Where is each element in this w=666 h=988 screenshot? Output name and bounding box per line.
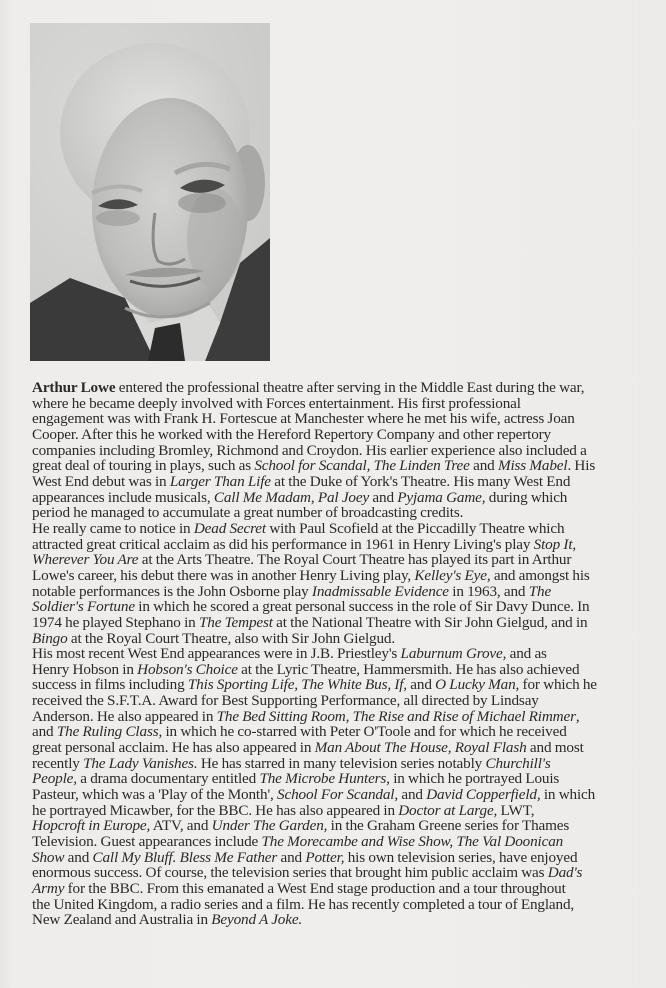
bio-text: recently (32, 754, 84, 772)
bio-line (32, 568, 644, 584)
bio-text: ATV, and (150, 817, 212, 835)
bio-line (32, 646, 644, 662)
bio-text: success in films including (32, 676, 188, 694)
bio-line (32, 724, 644, 740)
bio-text: Henry Hobson in (32, 660, 138, 678)
bio-text: LWT, (497, 801, 535, 819)
subject-name: Arthur Lowe (32, 379, 116, 396)
title-italic: Dead Secret (193, 519, 266, 537)
bio-text: for which he (519, 676, 597, 694)
bio-text: a drama documentary entitled (76, 770, 260, 788)
bio-line (32, 427, 644, 443)
title-italic: The Lady Vanishes. (83, 754, 198, 772)
bio-text: 1974 he played Stephano in (32, 613, 199, 631)
title-italic: The (528, 582, 552, 600)
title-italic: The Ruling Class, (56, 723, 163, 741)
bio-line (32, 443, 644, 459)
title-italic: Churchill's (485, 754, 551, 772)
bio-text: appearances include musicals, (32, 488, 214, 506)
title-italic: The Microbe Hunters, (259, 770, 390, 788)
bio-text: . His (567, 457, 596, 475)
bio-line (32, 897, 644, 913)
bio-text: and (398, 786, 427, 804)
bio-text: entered the professional theatre after serving in the Middle East during the war, (115, 379, 585, 396)
title-italic: Man About The House, Royal Flash (314, 739, 527, 757)
bio-line (32, 818, 644, 834)
bio-line (32, 490, 644, 506)
bio-text: during which (485, 488, 568, 506)
bio-line (32, 756, 644, 772)
title-italic: Show (32, 848, 65, 866)
title-italic: Call Me Madam (213, 488, 311, 506)
title-italic: Kelley's Eye, (414, 566, 491, 584)
bio-text: and (369, 488, 398, 506)
bio-line (32, 709, 644, 725)
bio-text: West End debut was in (32, 472, 170, 490)
bio-text: , (575, 707, 580, 725)
bio-text: and (277, 848, 306, 866)
bio-line (32, 615, 644, 631)
bio-line (32, 693, 644, 709)
bio-text: and as (506, 645, 547, 663)
bio-line (32, 771, 644, 787)
bio-text: Cooper. After this he worked with the Hereford Repertory Company and other repertory (32, 425, 552, 443)
bio-text: with Paul Scofield at the Piccadilly Theatre which (265, 519, 565, 537)
bio-text: Television. Guest appearances include (32, 833, 262, 851)
bio-text: at the Duke of York's Theatre. His many West End (270, 472, 571, 490)
bio-text: where he became deeply involved with Forces entertainment. His first professional (32, 394, 521, 412)
bio-line (32, 677, 644, 693)
bio-text: companies including Bromley, Richmond and Croydon. His earlier experience also included a (32, 441, 587, 459)
bio-line (32, 474, 644, 490)
title-italic: Wherever You Are (32, 551, 139, 569)
title-italic: Pyjama Game, (397, 488, 486, 506)
bio-line (32, 662, 644, 678)
title-italic: The Bed Sitting Room, The Rise and Rise of Michael Rimmer (216, 707, 576, 725)
bio-text: and (64, 848, 93, 866)
title-italic: Beyond A Joke. (211, 911, 303, 929)
bio-text: for the BBC. From this emanated a West End stage production and a tour throughout (64, 880, 566, 897)
title-italic: Hopcroft in Europe, (32, 817, 151, 835)
bio-text: great deal of touring in plays, such as (32, 457, 255, 475)
bio-text: in 1963, and (448, 582, 529, 600)
bio-text: at the Arts Theatre. The Royal Court Theatre has played its part in Arthur (138, 551, 572, 569)
bio-line (32, 912, 644, 928)
bio-line (32, 850, 644, 866)
bio-line (32, 599, 644, 615)
bio-text: he portrayed Micawber, for the BBC. He has also appeared in (32, 801, 399, 819)
bio-text: His most recent West End appearances were in J.B. Priestley's (32, 645, 401, 663)
title-italic: The Tempest (198, 613, 273, 631)
title-italic: Call My Bluff. Bless Me Father (92, 848, 278, 866)
bio-text: received the S.F.T.A. Award for Best Supporting Performance, all directed by Lindsay (32, 692, 539, 710)
bio-line (32, 380, 644, 396)
title-italic: This Sporting Life, The White Bus, If, (187, 676, 407, 694)
bio-line (32, 521, 644, 537)
bio-text: enormous success. Of course, the television series that brought him public acclaim was (32, 864, 548, 882)
title-italic: School For Scandal, (277, 786, 399, 804)
bio-text: at the National Theatre with Sir John Gielgud, and in (272, 613, 588, 631)
bio-text: Pasteur, which was a 'Play of the Month', (32, 786, 278, 804)
biography-text (32, 380, 644, 928)
bio-line (32, 787, 644, 803)
bio-text: notable performances is the John Osborne play (32, 582, 312, 600)
bio-text: Anderson. He also appeared in (32, 707, 217, 725)
bio-text: He really came to notice in (32, 519, 194, 537)
bio-line (32, 584, 644, 600)
bio-line (32, 881, 644, 897)
title-italic: Laburnum Grove, (400, 645, 507, 663)
title-italic: Under The Garden, (211, 817, 328, 835)
bio-text: at the Lyric Theatre, Hammersmith. He has also achieved (237, 660, 580, 678)
bio-text: his own television series, have enjoyed (344, 848, 578, 866)
portrait-illustration (30, 23, 270, 361)
bio-line (32, 865, 644, 881)
bio-line (32, 834, 644, 850)
bio-text: and (469, 457, 498, 475)
title-italic: Inadmissable Evidence (311, 582, 449, 600)
title-italic: Stop It, (533, 535, 577, 553)
bio-text: the United Kingdom, a radio series and a film. He has recently completed a tour of England, (32, 895, 575, 913)
title-italic: O Lucky Man, (435, 676, 520, 694)
bio-text: in the Graham Greene series for Thames (327, 817, 570, 835)
title-italic: Bingo (32, 629, 68, 647)
bio-text: and amongst his (490, 566, 590, 584)
title-italic: Hobson's Choice (137, 660, 238, 678)
bio-line (32, 458, 644, 474)
bio-text: New Zealand and Australia in (32, 911, 212, 929)
bio-line (32, 396, 644, 412)
bio-line (32, 505, 644, 521)
title-italic: Dad's (547, 864, 583, 882)
title-italic: People, (32, 770, 77, 788)
bio-line (32, 740, 644, 756)
bio-text: , (310, 488, 318, 506)
title-italic: Larger Than Life (169, 472, 271, 490)
bio-line (32, 537, 644, 553)
bio-text: in which he scored a great personal success in the role of Sir Davy Dunce. In (134, 598, 590, 616)
bio-text: at the Royal Court Theatre, also with Sir John Gielgud. (67, 629, 395, 647)
bio-text: and (406, 676, 436, 694)
bio-line (32, 803, 644, 819)
bio-text: period he managed to accumulate a great number of broadcasting credits. (32, 504, 464, 522)
title-italic: The Morecambe and Wise Show, The Val Doonican (261, 833, 564, 851)
title-italic: Potter, (305, 848, 345, 866)
title-italic: Miss Mabel (497, 457, 568, 475)
bio-text: in which he co-starred with Peter O'Toole and for which he received (162, 723, 567, 741)
bio-text: in which he portrayed Louis (389, 770, 560, 788)
title-italic: Doctor at Large, (398, 801, 498, 819)
title-italic: Army (32, 880, 65, 897)
bio-line (32, 552, 644, 568)
title-italic: David Copperfield, (426, 786, 541, 804)
bio-text: He has starred in many television series notably (197, 754, 486, 772)
bio-text: and (32, 723, 57, 741)
bio-text: Lowe's career, his debut there was in another Henry Living play, (32, 566, 415, 584)
bio-text: engagement was with Frank H. Fortescue at Manchester where he met his wife, actress Joan (32, 410, 575, 428)
title-italic: Pal Joey (317, 488, 370, 506)
bio-text: and most (526, 739, 584, 757)
title-italic: School for Scandal, The Linden Tree (254, 457, 470, 475)
bio-text: great personal acclaim. He has also appeared in (32, 739, 315, 757)
bio-line (32, 631, 644, 647)
portrait-photo (30, 23, 270, 361)
title-italic: Soldier's Fortune (32, 598, 135, 616)
bio-line (32, 411, 644, 427)
bio-text: in which (540, 786, 596, 804)
bio-text: attracted great critical acclaim as did his performance in 1961 in Henry Living's play (32, 535, 534, 553)
